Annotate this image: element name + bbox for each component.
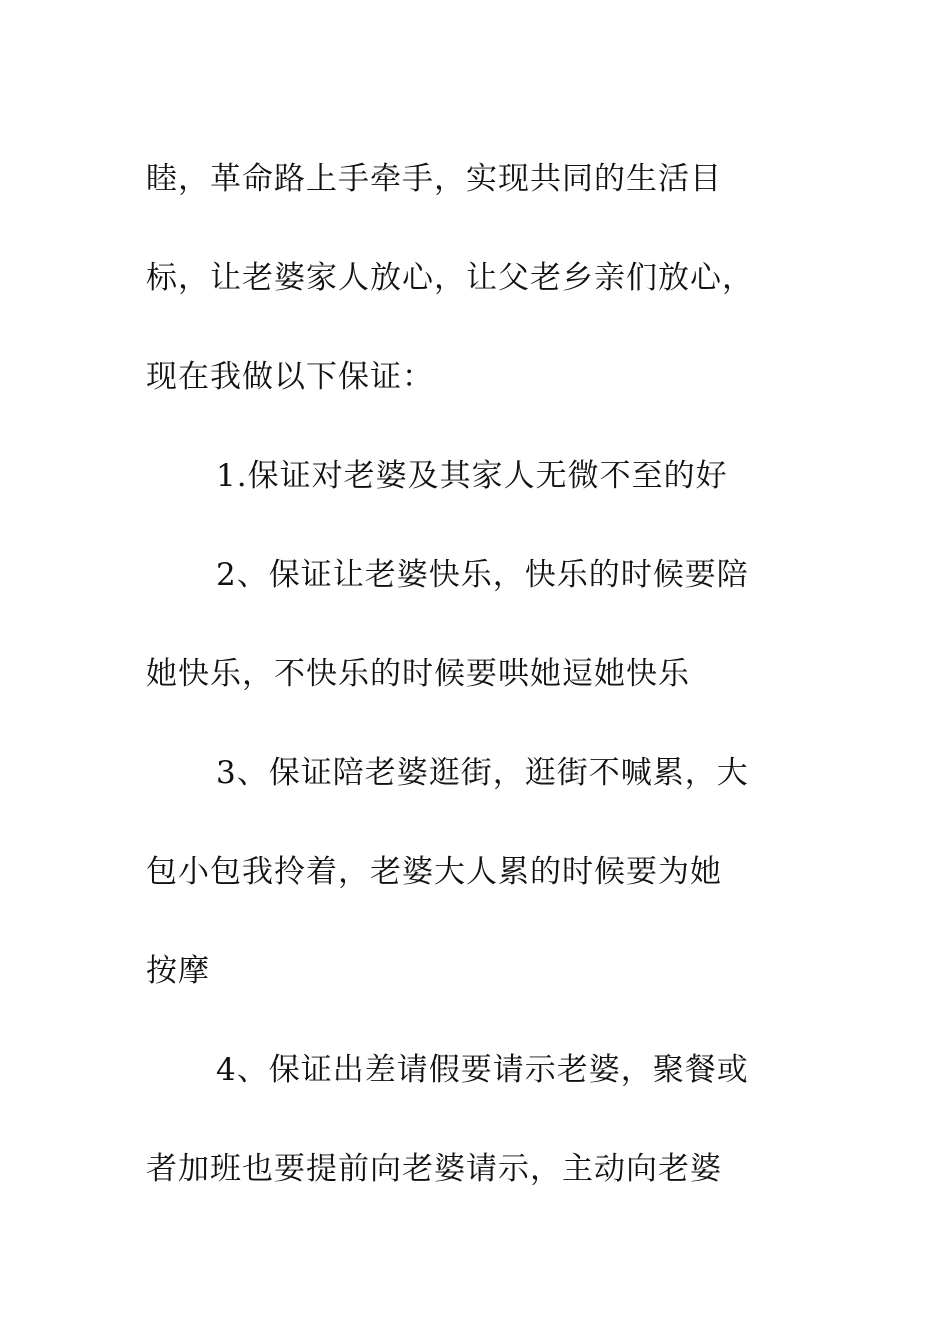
text-line-5: 2、保证让老婆快乐，快乐的时候要陪	[216, 557, 749, 593]
text-line-11: 者加班也要提前向老婆请示，主动向老婆	[146, 1151, 722, 1187]
text-line-6: 她快乐，不快乐的时候要哄她逗她快乐	[146, 656, 690, 692]
text-line-2: 标，让老婆家人放心，让父老乡亲们放心，	[146, 260, 754, 296]
text-line-1: 睦，革命路上手牵手，实现共同的生活目	[146, 161, 722, 197]
text-line-4: 1.保证对老婆及其家人无微不至的好	[216, 458, 728, 494]
text-line-7: 3、保证陪老婆逛街，逛街不喊累，大	[216, 755, 749, 791]
text-line-9: 按摩	[146, 953, 210, 989]
document-body	[146, 130, 806, 1219]
text-line-8: 包小包我拎着，老婆大人累的时候要为她	[146, 854, 722, 890]
text-line-3: 现在我做以下保证：	[146, 359, 434, 395]
text-line-10: 4、保证出差请假要请示老婆，聚餐或	[216, 1052, 749, 1088]
